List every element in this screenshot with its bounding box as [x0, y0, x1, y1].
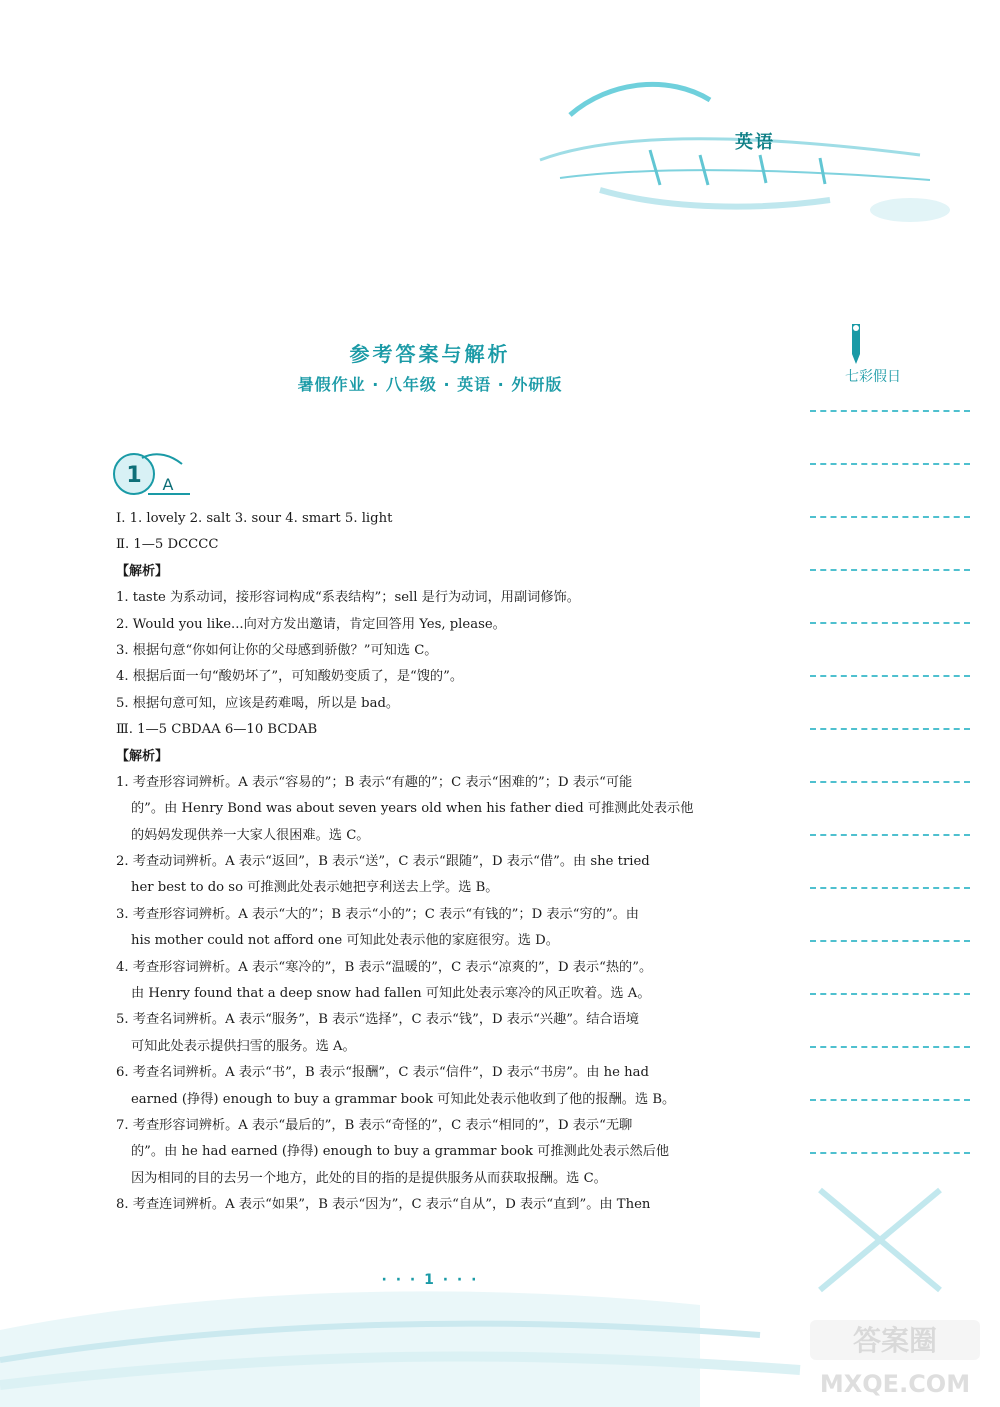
answer-line: Ⅲ. 1—5 CBDAA 6—10 BCDAB: [116, 722, 318, 738]
answer-line: 5. 根据句意可知，应该是药难喝，所以是 bad。: [116, 695, 400, 711]
note-line: [810, 887, 970, 889]
answer-line: 4. 根据后面一句“酸奶坏了”，可知酸奶变质了，是“馊的”。: [116, 669, 464, 685]
note-line: [810, 1152, 970, 1154]
note-line: [810, 1099, 970, 1101]
note-line: [810, 569, 970, 571]
answer-line: 7. 考查形容词辨析。A 表示“最后的”，B 表示“奇怪的”，C 表示“相同的”，D 表示“无聊: [116, 1117, 633, 1133]
answer-line: 3. 考查形容词辨析。A 表示“大的”；B 表示“小的”；C 表示“有钱的”；D 表示“穷的”。由: [116, 906, 639, 922]
answer-line: Ⅱ. 1—5 DCCCC: [116, 537, 219, 553]
answer-line: 的”。由 Henry Bond was about seven years old when his father died 可推测此处表示他: [131, 801, 694, 817]
note-line: [810, 834, 970, 836]
watermark-url: MXQE.COM: [819, 1370, 971, 1398]
watermark-logo-icon: [800, 1170, 990, 1400]
page-subtitle: 暑假作业 · 八年级 · 英语 · 外研版: [297, 375, 563, 394]
answer-line: 5. 考查名词辨析。A 表示“服务”，B 表示“选择”，C 表示“钱”，D 表示“兴趣”。结合语境: [116, 1012, 639, 1028]
answer-line: 3. 根据句意“你如何让你的父母感到骄傲？”可知选 C。: [116, 642, 438, 658]
watermark-text: 答案圈: [852, 1324, 938, 1357]
note-line: [810, 675, 970, 677]
note-lines: [810, 410, 970, 1210]
answer-line: 可知此处表示提供扫雪的服务。选 A。: [131, 1038, 356, 1054]
note-line: [810, 516, 970, 518]
note-line: [810, 940, 970, 942]
answer-line: 6. 考查名词辨析。A 表示“书”，B 表示“报酬”，C 表示“信件”，D 表示“书房”。由 he had: [116, 1065, 649, 1081]
answer-line: 因为相同的目的去另一个地方，此处的目的指的是提供服务从而获取报酬。选 C。: [131, 1170, 607, 1186]
header-ribbon-decoration: [500, 60, 970, 250]
unit-letter: A: [162, 475, 174, 494]
pen-icon: [846, 322, 868, 368]
answer-line: 4. 考查形容词辨析。A 表示“寒冷的”，B 表示“温暖的”，C 表示“凉爽的”，D 表示“热的”。: [116, 959, 653, 975]
note-line: [810, 410, 970, 412]
side-brand-label: 七彩假日: [845, 369, 901, 385]
unit-number: 1: [126, 463, 142, 488]
note-line: [810, 1046, 970, 1048]
note-line: [810, 728, 970, 730]
answer-line: 的”。由 he had earned (挣得) enough to buy a grammar book 可推测此处表示然后他: [131, 1144, 670, 1160]
note-line: [810, 622, 970, 624]
note-line: [810, 781, 970, 783]
answer-line: her best to do so 可推测此处表示她把亨利送去上学。选 B。: [131, 880, 499, 896]
answer-line: 2. 考查动词辨析。A 表示“返回”，B 表示“送”，C 表示“跟随”，D 表示“借”。由 she tried: [116, 854, 650, 870]
header-subject-label: 英语: [735, 132, 775, 153]
unit-badge: [112, 450, 202, 500]
page-title: 参考答案与解析: [349, 342, 511, 366]
answer-line: 8. 考查连词辨析。A 表示“如果”，B 表示“因为”，C 表示“自从”，D 表示“直到”。由 Then: [116, 1197, 651, 1213]
note-line: [810, 993, 970, 995]
answer-line: 由 Henry found that a deep snow had fallen 可知此处表示寒冷的风正吹着。选 A。: [131, 986, 651, 1002]
page-number: · · · 1 · · ·: [381, 1272, 479, 1288]
answer-line: his mother could not afford one 可知此处表示他的家庭很穷。选 D。: [131, 933, 559, 949]
answer-line: earned (挣得) enough to buy a grammar book 可知此处表示他收到了他的报酬。选 B。: [131, 1091, 676, 1107]
answer-line: 2. Would you like...向对方发出邀请，肯定回答用 Yes, please。: [116, 616, 506, 632]
answer-line: 1. taste 为系动词，接形容词构成“系表结构”；sell 是行为动词，用副词修饰。: [116, 590, 580, 606]
answer-line: Ⅰ. 1. lovely 2. salt 3. sour 4. smart 5. light: [116, 511, 393, 526]
answer-content: [116, 506, 746, 1219]
analysis-heading: 【解析】: [116, 748, 169, 764]
answer-line: 1. 考查形容词辨析。A 表示“容易的”；B 表示“有趣的”；C 表示“困难的”；D 表示“可能: [116, 774, 633, 790]
answer-line: 的妈妈发现供养一大家人很困难。选 C。: [131, 827, 370, 843]
analysis-heading: 【解析】: [116, 563, 169, 579]
note-line: [810, 463, 970, 465]
